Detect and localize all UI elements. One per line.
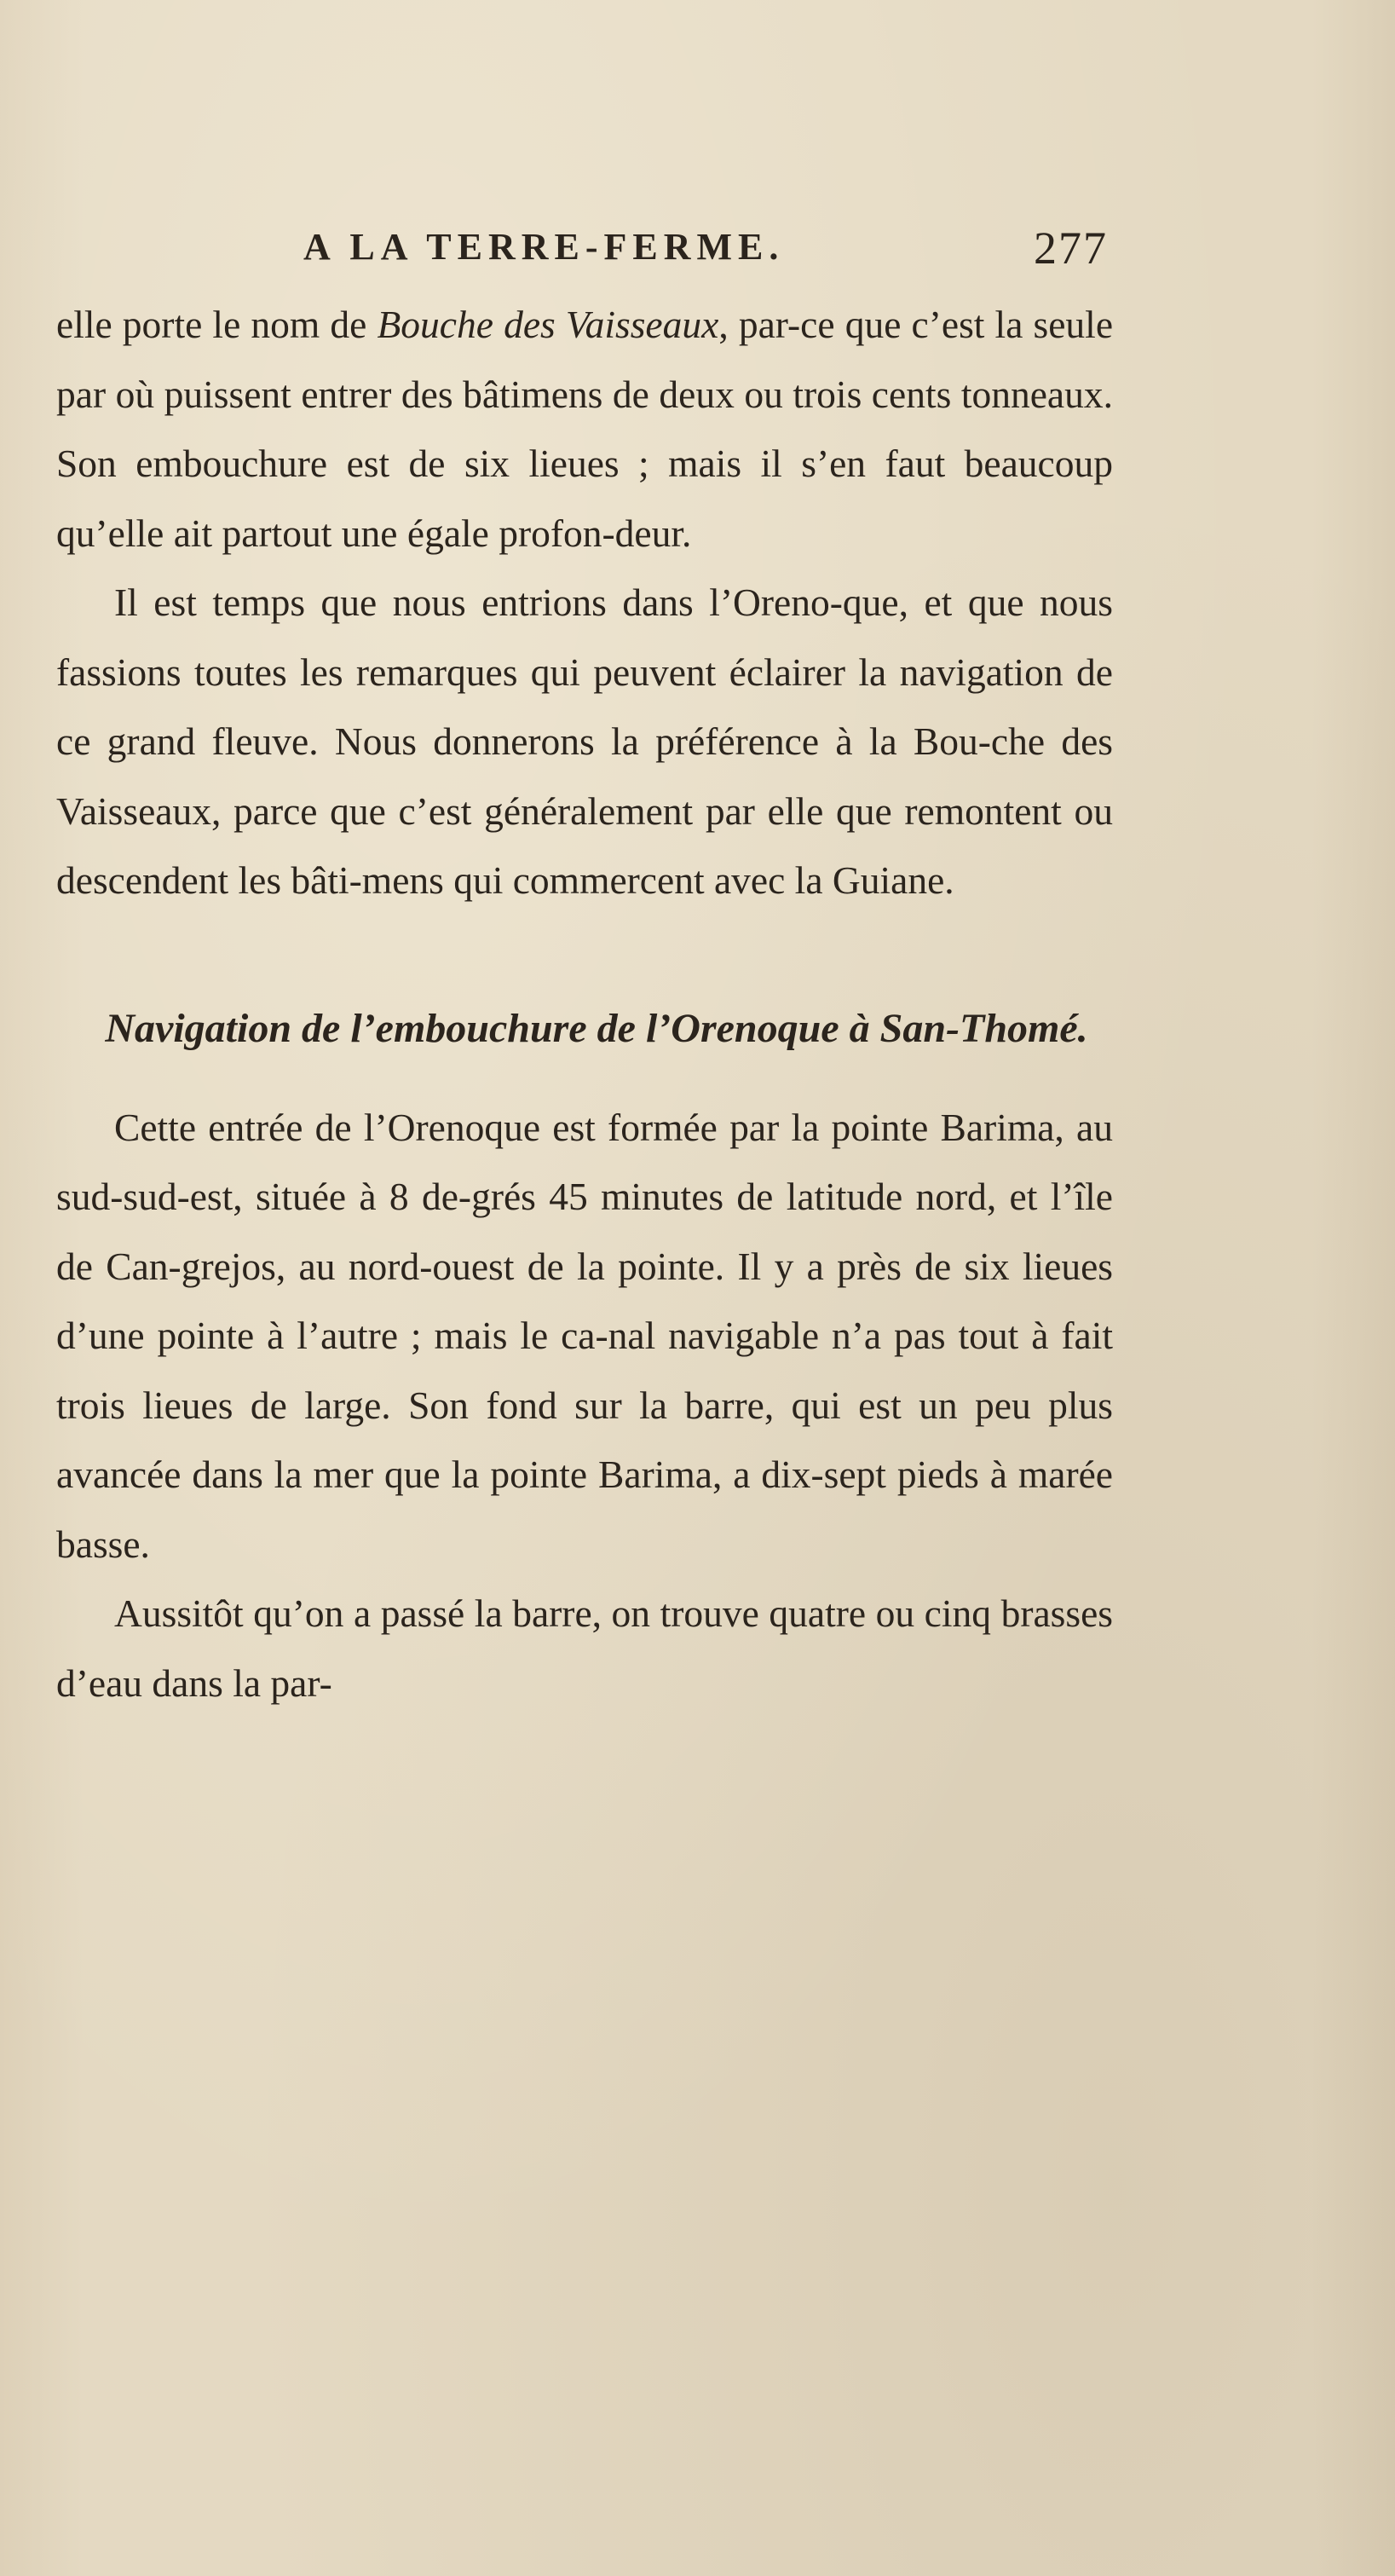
page-number: 277	[1034, 222, 1108, 274]
paragraph-text: elle porte le nom de	[56, 303, 378, 346]
running-head	[278, 222, 1130, 276]
text-block	[56, 290, 1113, 1718]
running-title: A LA TERRE-FERME.	[303, 226, 785, 268]
paragraph-continued	[56, 290, 1113, 568]
section-heading: Navigation de l’embouchure de l’Orenoque à San-Thomé.	[105, 1005, 1088, 1051]
paragraph: Cette entrée de l’Orenoque est formée par la pointe Barima, au sud-sud-est, située à 8 de-grés 45 minutes de latitude nord, et l’île de Can-grejos, au nord-ouest de la pointe. Il y a près de six lieues d’une pointe à l’autre ; mais le ca-nal navigable n’a pas tout à fait trois lieues de large. Son fond sur la barre, qui est un peu plus avancée dans la mer que la pointe Barima, a dix-sept pieds à marée basse.	[56, 1105, 1113, 1566]
paragraph-text: , par-ce que c’est la seule par où puissent entrer des bâtimens de deux ou trois cents tonneaux. Son embouchure est de six lieues ; mais il s’en faut beaucoup qu’elle ait partout une égale profon-deur.	[56, 303, 1114, 555]
paragraph: Il est temps que nous entrions dans l’Oreno-que, et que nous fassions toutes les remarques qui peuvent éclairer la navigation de ce grand fleuve. Nous donnerons la préférence à la Bou-che des Vaisseaux, parce que c’est généralement par elle que remontent ou descendent les bâti-mens qui commercent avec la Guiane.	[56, 580, 1113, 902]
paragraph: Aussitôt qu’on a passé la barre, on trouve quatre ou cinq brasses d’eau dans la par-	[56, 1591, 1113, 1705]
italic-term: Bouche des Vaisseaux	[377, 303, 719, 346]
